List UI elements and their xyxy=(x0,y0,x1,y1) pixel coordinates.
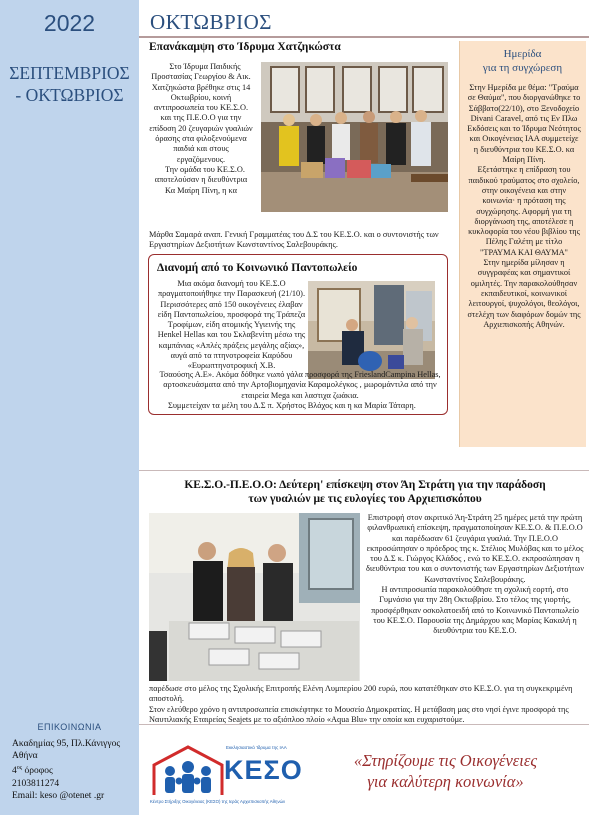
article3-paragraph: παρέδωσε στο μέλος της Σχολικής Επιτροπής Ελένη Λυμπερίου 200 ευρώ, που κατατέθηκαν στο ΚΕ.Σ.Ο. για τη συγκεκριμένη αποστολή. xyxy=(149,684,573,704)
logo-subline: Κέντρο Στήριξης Οικογένειας (ΚΕΣΟ) της Ιεράς Αρχιεπισκοπής Αθηνών xyxy=(150,799,286,804)
contact-city: Αθήνα xyxy=(12,751,38,762)
footer-slogan: «Στηρίζουμε τις Οικογένειες για καλύτερη κοινωνία» xyxy=(353,751,538,791)
article3-title: ΚΕ.Σ.Ο.-Π.Ε.Ο.Ο: Δεύτερη' επίσκεψη στον Άη Στράτη για την παράδοση των γυαλιών με τις ευλογίες του Αρχιεπισκόπου xyxy=(184,479,546,505)
article2-body: Μια ακόμα διανομή του ΚΕ.Σ.Ο πραγματοποιήθηκε την Παρασκευή (21/10). Περισσότερες από 150 οικογένειες έλαβαν είδη Παντοπωλείου, προσφορά της Τράπεζα Τροφίμων, είδη ατομικής Υγιεινής της Henkel Hellas και του Σκλαβενίτη μέσω της καμπάνιας «Απλές πράξεις μεγάλης αξίας», αυγά από τα πτηνοτροφεία Καρύδου «Ευρωπτηνοτροφική Χ.Β. xyxy=(157,279,306,371)
issue-months-line2: - ΟΚΤΩΒΡΙΟΣ xyxy=(15,85,124,105)
article1-photo xyxy=(261,62,448,212)
sidebar-paragraph: Στην ημερίδα μίλησαν η συγγραφέας και σημαντικοί ομιλητές. Την παρακολούθησαν εκπαιδευτικοί, κοινωνικοί λειτουργοί, ψυχολόγοι, θεολόγοι, στελέχη των διαφόρων δομών της Αρχιεπισκοπής Αθηνών. xyxy=(467,258,581,329)
footer-divider xyxy=(139,724,589,725)
contact-email: Email: keso @otenet .gr xyxy=(12,790,105,801)
article1-continuation: Μάρθα Σαμαρά αναπ. Γενική Γραμματέας του Δ.Σ του ΚΕ.Σ.Ο. και ο συντονιστής των Εργαστηρίων Δεξιοτήτων Κωνσταντίνος Σαλεβουράκης. xyxy=(149,230,439,250)
issue-months-line1: ΣΕΠΤΕΜΒΡΙΟΣ xyxy=(9,63,130,83)
sidebar-paragraph: Εξετάστηκε η επίδραση του παιδικού τραύματος στο σχολείο, στην οικογένεια και στην κοινωνία· η πρόταση της συγχώρησης. Αφορμή για τη διοργάνωση της, αποτέλεσε η κυκλοφορία του νέου βιβλίου της Πέλης Γαλέτη με τίτλο "ΤΡΑΥΜΑ ΚΑΙ ΘΑΥΜΑ" xyxy=(468,165,580,257)
page-title: ΟΚΤΩΒΡΙΟΣ xyxy=(150,10,273,34)
header-divider xyxy=(139,36,589,38)
issue-months xyxy=(4,62,135,106)
article1-paragraph: Την ομάδα του ΚΕ.Σ.Ο. αποτελούσαν η διευθύντρια Κα Μαίρη Πίνη, η κα xyxy=(154,164,248,195)
section-divider xyxy=(139,470,589,471)
issue-year: 2022 xyxy=(43,10,96,36)
left-sidebar xyxy=(0,0,139,815)
sidebar-note-body xyxy=(467,83,581,330)
article1-title: Επανάκαμψη στο Ίδρυμα Χατζηκώστα xyxy=(149,41,341,53)
sidebar-note-title: Ημερίδα για τη συγχώρεση xyxy=(482,48,563,74)
article2-body-continued: Τσαούσης Α.Ε». Ακόμα δόθηκε νωπό γάλα προσφορά της FrieslandCampina Hellas, αρτοσκευάσματα από την Αρτοβιομηχανία Καραμολέγκος , μωρομάντιλα από την εταιρεία Mega και λαστιχα ζωάκια. xyxy=(159,370,441,400)
article1-paragraph: Στο Ίδρυμα Παιδικής Προστασίας Γεωργίου & Αικ. Χατζηκώστα βρέθηκε στις 14 Οκτωβρίου, κοινή αντιπροσωπεία του ΚΕ.Σ.Ο. και της Π.Ε.Ο.Ο για την επίδοση 20 ζευγαριών γυαλιών όρασης στα φιλοξενούμενα παιδιά και στους εργαζόμενους. xyxy=(149,62,253,164)
article2-title: Διανομή από το Κοινωνικό Παντοπωλείο xyxy=(157,262,358,274)
logo-wordmark: ΚΕΣΟ xyxy=(224,755,303,785)
contact-address: Ακαδημίας 95, Πλ.Κάνιγγος xyxy=(12,739,121,749)
article3-paragraph: Επιστροφή στον ακριτικό Άη-Στράτη 25 ημέρες μετά την πρώτη φιλανθρωπική επίσκεψη, πραγματοποίησαν ΚΕ.Σ.Ο. & Π.Ε.Ο.Ο και παρέδωσαν 61 ζευγάρια γυαλιά. Την Π.Ε.Ο.Ο εκπροσώπησαν ο πρόεδρος της κ. Στέλιος Μυλόβας και το μέλος του Δ.Σ κ. Γιώργος Κλάδος , ενώ το ΚΕ.Σ.Ο. εκπροσώπησαν η διευθύντρια του και ο συντονιστής των Εργαστηρίων Δεξιοτήτων Κωνσταντίνος Σαλεβουράκης. xyxy=(366,513,584,584)
keso-logo xyxy=(148,741,303,812)
contact-phone: 2103811274 xyxy=(12,778,60,789)
contact-floor: $4^{o\varsigma}$ όροφος xyxy=(12,765,53,777)
article1-body xyxy=(149,62,253,196)
article3-continuation xyxy=(149,684,585,725)
article3-body xyxy=(366,513,584,637)
contact-block xyxy=(12,738,137,802)
article2-participants: Συμμετείχαν τα μέλη του Δ.Σ π. Χρήστος Βλάχος και η κα Μαρία Τάταρη. xyxy=(168,401,416,410)
sidebar-paragraph: Στην Ημερίδα με θέμα: "Τραύμα σε Θαύμα", που διοργανώθηκε το Σάββατο(22/10), στο Ξενοδοχείο Divani Caravel, από τις Εν Πλω Εκδόσεις και το Ίδρυμα Νεότητος και Οικογένειας ΙΑΑ συμμετείχε η διευθύντρια του ΚΕ.Σ.Ο. κα Μαίρη Πίνη. xyxy=(467,83,581,165)
contact-heading: ΕΠΙΚΟΙΝΩΝΙΑ xyxy=(37,722,102,732)
article3-photo xyxy=(149,513,360,681)
article3-paragraph: Στον ελεύθερο χρόνο η αντιπροσωπεία επισκέφτηκε το Μουσείο Δημοκρατίας. Η μετάβαση μας στο νησί έγινε προσφορά της Ναυτιλιακής Εταιρείας Seajets με το αξιόπλοο πλοίο «Aqua Blu» την οποία και ευχαριστούμε. xyxy=(149,704,569,724)
article3-paragraph: Η αντιπροσωπία παρακολούθησε τη σχολική εορτή, στο Γυμνάσιο για την 28η Οκτωβρίου. Στο τέλος της γιορτής, προσφέρθηκαν οσκολατοειδή από το Κοινωνικό Παντοπωλείο του ΚΕ.Σ.Ο. Παρουσία της Δημάρχου κας Μαρίας Κακαλή η διευθύντρια του ΚΕ.Σ.Ο. xyxy=(371,585,579,636)
logo-tagline: Εκκλησιαστικό Ίδρυμα της ΙΑΑ xyxy=(226,745,287,750)
article2-photo xyxy=(308,281,435,379)
